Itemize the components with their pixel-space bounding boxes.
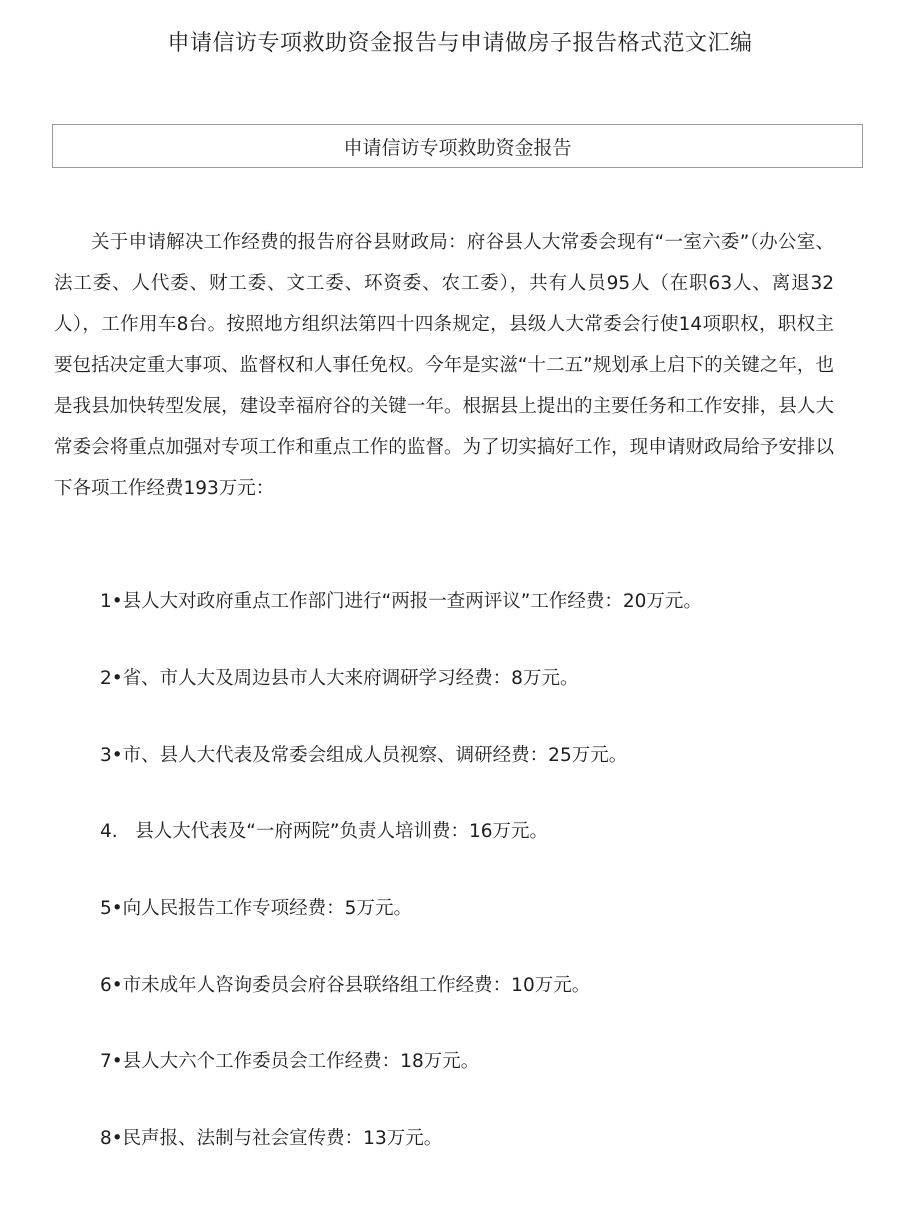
list-item: 1•县人大对政府重点工作部门进行“两报一查两评议”工作经费：20万元。 — [100, 591, 702, 612]
list-item: 4. 县人大代表及“一府两院”负责人培训费：16万元。 — [100, 821, 549, 842]
section-heading: 申请信访专项救助资金报告 — [343, 136, 572, 159]
document-title: 申请信访专项救助资金报告与申请做房子报告格式范文汇编 — [167, 31, 753, 56]
section-heading-box — [52, 124, 863, 168]
intro-paragraph — [54, 222, 834, 509]
list-item: 2•省、市人大及周边县市人大来府调研学习经费：8万元。 — [100, 668, 579, 689]
list-item: 5•向人民报告工作专项经费：5万元。 — [100, 898, 412, 919]
list-item: 3•市、县人大代表及常委会组成人员视察、调研经费：25万元。 — [100, 745, 628, 766]
list-item: 6•市未成年人咨询委员会府谷县联络组工作经费：10万元。 — [100, 975, 591, 996]
intro-text: 关于申请解决工作经费的报告府谷县财政局：府谷县人大常委会现有“一室六委”（办公室、法工委、人代委、财工委、文工委、环资委、农工委），共有人员95人（在职63人、离退32人），工作用车8台。按照地方组织法第四十四条规定，县级人大常委会行使14项职权，职权主要包括决定重大事项、监督权和人事任免权。今年是实滋“十二五”规划承上启下的关键之年，也是我县加快转型发展，建设幸福府谷的关键一年。根据县上提出的主要任务和工作安排，县人大常委会将重点加强对专项工作和重点工作的监督。为了切实搞好工作，现申请财政局给予安排以下各项工作经费193万元： — [54, 232, 834, 499]
list-item: 8•民声报、法制与社会宣传费：13万元。 — [100, 1128, 443, 1149]
list-item: 7•县人大六个工作委员会工作经费：18万元。 — [100, 1051, 480, 1072]
